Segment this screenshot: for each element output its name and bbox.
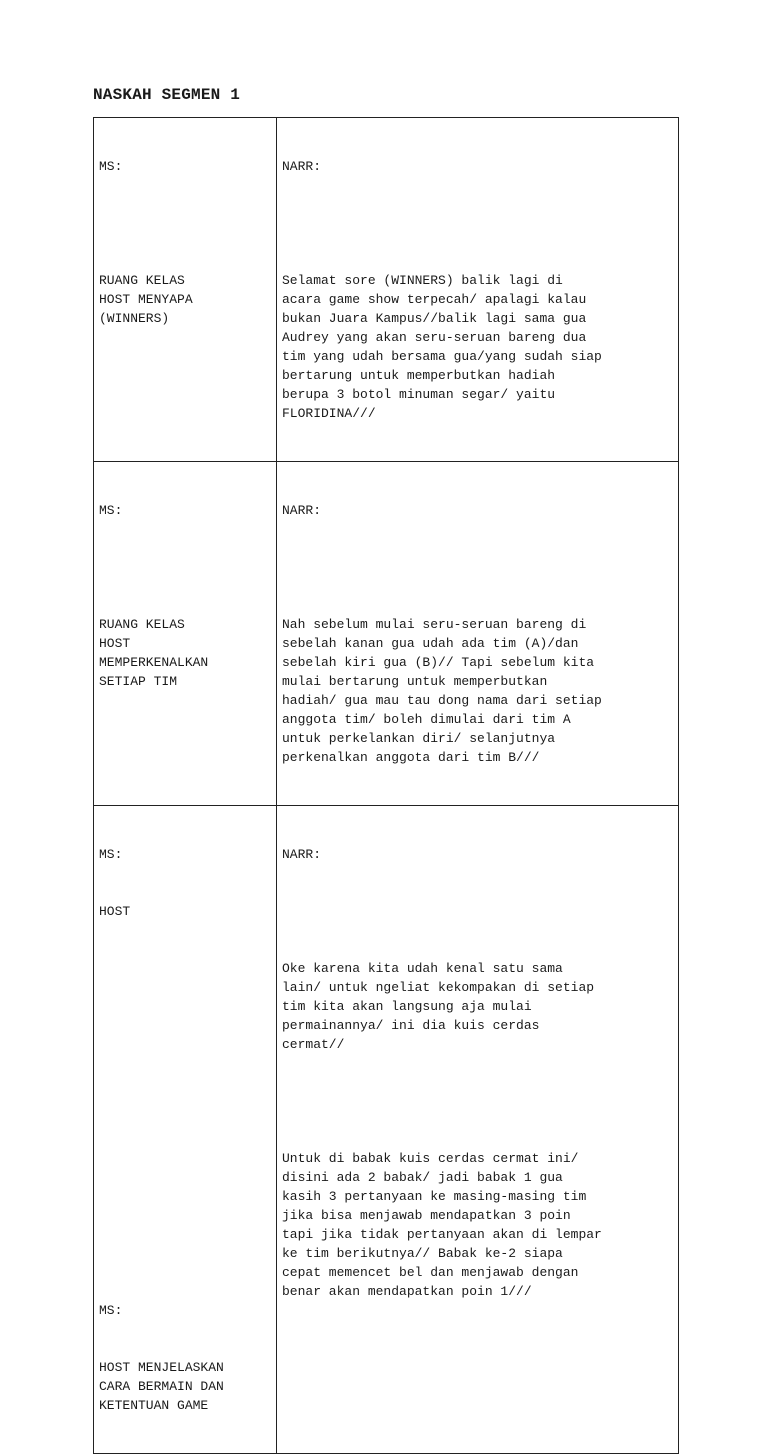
script-row — [94, 806, 679, 1454]
narr-cell — [277, 118, 679, 462]
ms-cell — [94, 462, 277, 806]
narr-cell — [277, 462, 679, 806]
ms-cell — [94, 806, 277, 1454]
script-row — [94, 462, 679, 806]
narr-text: Oke karena kita udah kenal satu sama lain/ untuk ngeliat kekompakan di setiap tim kita akan langsung aja mulai permainannya/ ini dia kuis cerdas cermat// — [282, 961, 595, 1052]
narr-text: Nah sebelum mulai seru-seruan bareng di sebelah kanan gua udah ada tim (A)/dan sebelah kiri gua (B)// Tapi sebelum kita mulai bertarung untuk memperbutkan hadiah/ gua mau tau dong nama dari setiap anggota tim/ boleh dimulai dari tim A untuk perkelankan diri/ selanjutnya perkenalkan anggota dari tim B/// — [282, 617, 602, 765]
narr-label: NARR: — [282, 847, 322, 862]
ms-label: MS: — [99, 503, 123, 518]
ms-cell — [94, 118, 277, 462]
narr-text: Selamat sore (WINNERS) balik lagi di acara game show terpecah/ apalagi kalau bukan Juara Kampus//balik lagi sama gua Audrey yang akan seru-seruan bareng dua tim yang udah bersama gua/yang sudah siap bertarung untuk memperbutkan hadiah berupa 3 botol minuman segar/ yaitu FLORIDINA/// — [282, 273, 602, 421]
document-title: NASKAH SEGMEN 1 — [93, 86, 241, 104]
narr-label: NARR: — [282, 503, 322, 518]
narr-cell — [277, 806, 679, 1454]
ms-text: HOST MENJELASKAN CARA BERMAIN DAN KETENTUAN GAME — [99, 1360, 224, 1413]
ms-text: RUANG KELAS HOST MEMPERKENALKAN SETIAP TIM — [99, 617, 209, 689]
ms-label: MS: — [99, 1303, 123, 1318]
ms-label: MS: — [99, 847, 123, 862]
ms-label: MS: — [99, 159, 123, 174]
script-table — [93, 117, 679, 1454]
narr-text: Untuk di babak kuis cerdas cermat ini/ disini ada 2 babak/ jadi babak 1 gua kasih 3 pertanyaan ke masing-masing tim jika bisa menjawab mendapatkan 3 poin tapi jika tidak pertanyaan akan di lempar ke tim berikutnya// Babak ke-2 siapa cepat memencet bel dan menjawab dengan benar akan mendapatkan poin 1/// — [282, 1151, 602, 1299]
script-row — [94, 118, 679, 462]
ms-text: HOST — [99, 904, 131, 919]
ms-text: RUANG KELAS HOST MENYAPA (WINNERS) — [99, 273, 193, 326]
narr-label: NARR: — [282, 159, 322, 174]
